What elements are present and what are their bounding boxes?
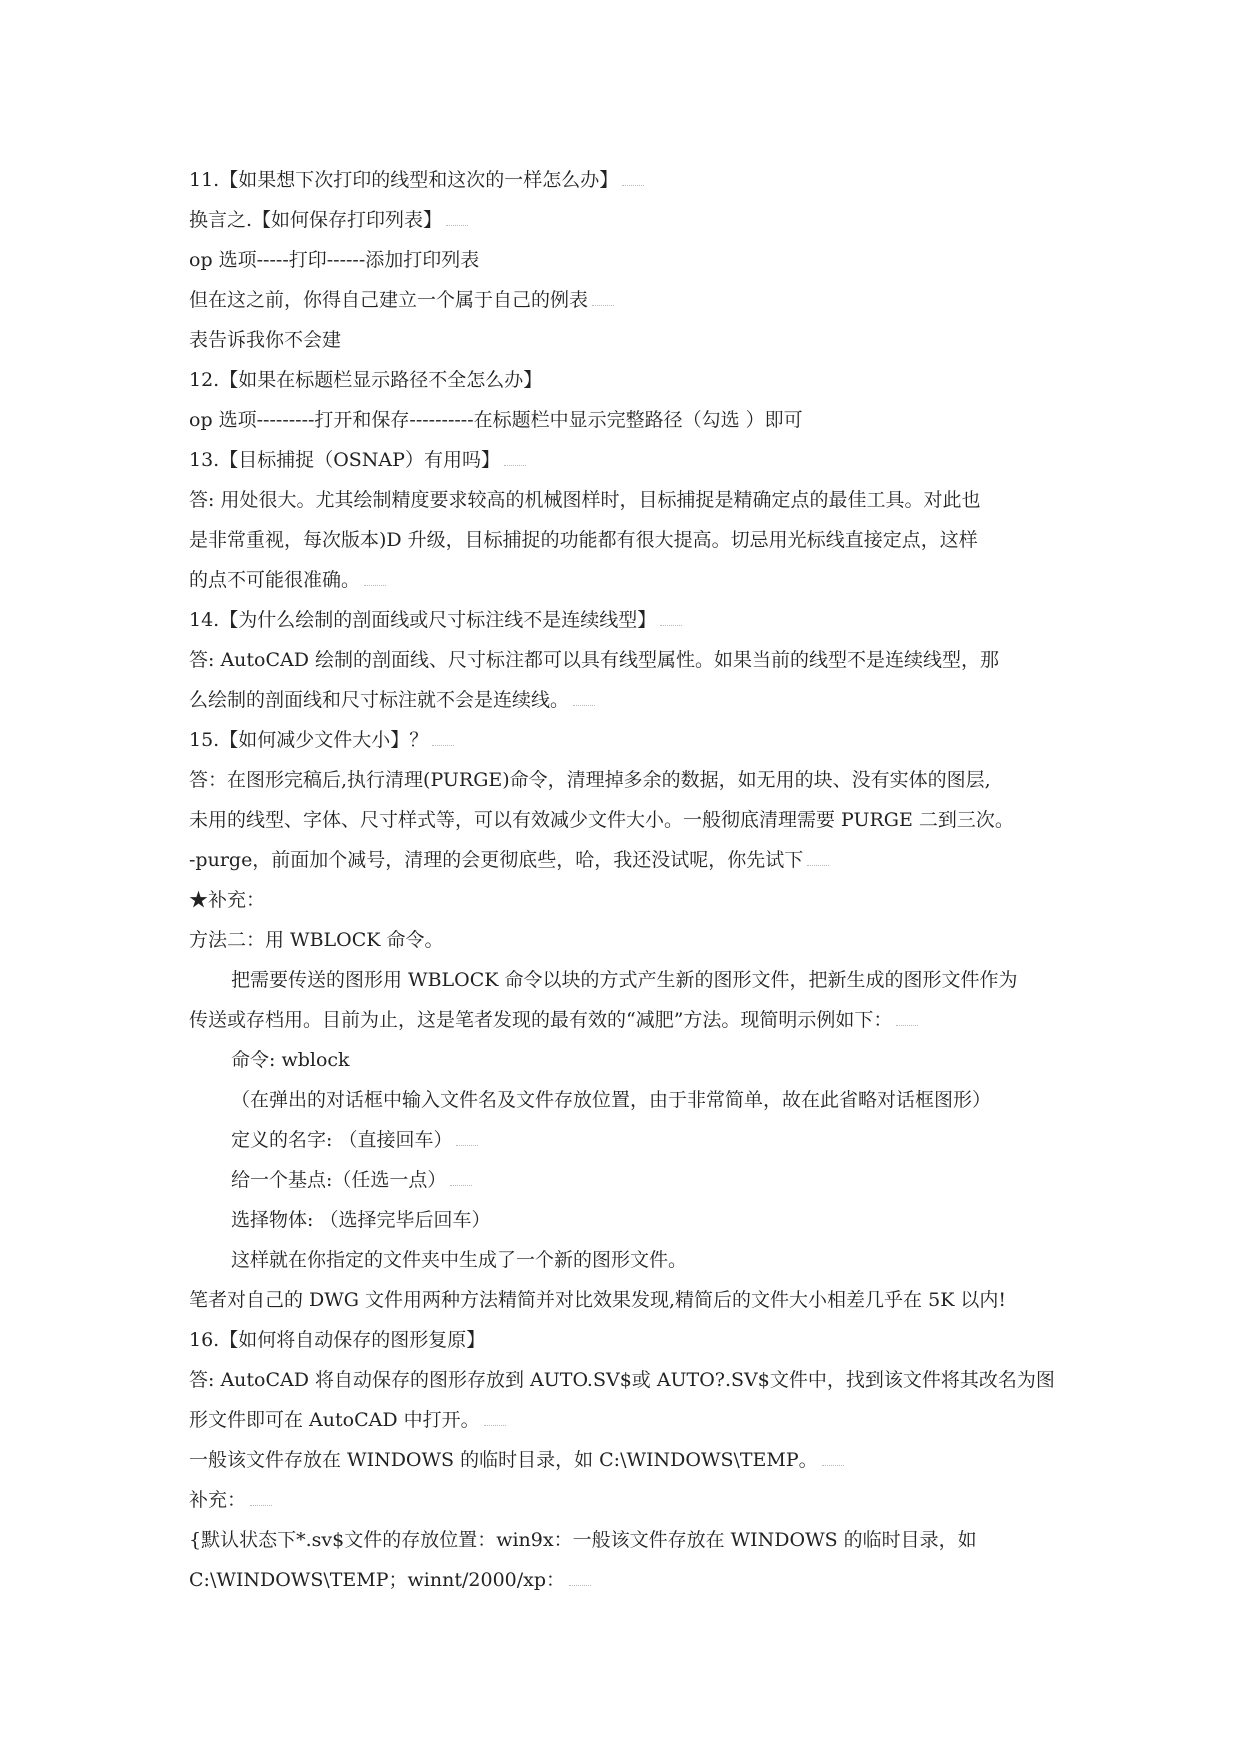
text-line	[189, 480, 1059, 520]
line-text: -purge，前面加个减号，清理的会更彻底些，哈，我还没试呢，你先试下	[189, 849, 804, 871]
line-text: op 选项-----打印------添加打印列表	[189, 249, 480, 271]
dotted-leader	[896, 1023, 918, 1026]
text-line	[189, 600, 1059, 640]
dotted-leader	[446, 223, 468, 226]
dotted-leader	[573, 703, 595, 706]
line-text: op 选项---------打开和保存----------在标题栏中显示完整路径（勾选 ）即可	[189, 409, 803, 431]
line-text: 16.【如何将自动保存的图形复原】	[189, 1329, 486, 1351]
line-text: 么绘制的剖面线和尺寸标注就不会是连续线。	[189, 689, 570, 711]
line-text: 15.【如何减少文件大小】？	[189, 729, 429, 751]
dotted-leader	[432, 743, 454, 746]
line-text: 答：在图形完稿后,执行清理(PURGE)命令，清理掉多余的数据，如无用的块、没有实体的图层,	[189, 769, 991, 791]
line-text: 未用的线型、字体、尺寸样式等，可以有效减少文件大小。一般彻底清理需要 PURGE 二到三次。	[189, 809, 1014, 831]
line-text: 形文件即可在 AutoCAD 中打开。	[189, 1409, 480, 1431]
text-line	[189, 1240, 1059, 1280]
text-line	[189, 1080, 1059, 1120]
dotted-leader	[250, 1503, 272, 1506]
text-line	[189, 640, 1059, 680]
line-text: 14.【为什么绘制的剖面线或尺寸标注线不是连续线型】	[189, 609, 657, 631]
text-line	[189, 1480, 1059, 1520]
text-line	[189, 400, 1059, 440]
line-text: 但在这之前，你得自己建立一个属于自己的例表	[189, 289, 589, 311]
text-line	[189, 1520, 1059, 1560]
dotted-leader	[660, 623, 682, 626]
text-line	[189, 360, 1059, 400]
line-text: ★补充：	[189, 889, 266, 911]
text-line	[189, 280, 1059, 320]
line-text: 11.【如果想下次打印的线型和这次的一样怎么办】	[189, 169, 619, 191]
line-text: {默认状态下*.sv$文件的存放位置：win9x：一般该文件存放在 WINDOWS 的临时目录，如	[189, 1529, 977, 1551]
dotted-leader	[456, 1143, 478, 1146]
line-text: 换言之.【如何保存打印列表】	[189, 209, 443, 231]
line-text: 12.【如果在标题栏显示路径不全怎么办】	[189, 369, 543, 391]
text-line	[189, 1040, 1059, 1080]
line-text: 是非常重视，每次版本)D 升级，目标捕捉的功能都有很大提高。切忌用光标线直接定点，这样	[189, 529, 978, 551]
text-line	[189, 1120, 1059, 1160]
dotted-leader	[504, 463, 526, 466]
text-line	[189, 1160, 1059, 1200]
line-text: 答: AutoCAD 将自动保存的图形存放到 AUTO.SV$或 AUTO?.SV$文件中，找到该文件将其改名为图	[189, 1369, 1055, 1391]
line-text: 选择物体: （选择完毕后回车）	[231, 1209, 491, 1231]
line-text: 笔者对自己的 DWG 文件用两种方法精简并对比效果发现,精简后的文件大小相差几乎在 5K 以内!	[189, 1289, 1007, 1311]
line-text: 命令: wblock	[231, 1049, 350, 1071]
text-line	[189, 1400, 1059, 1440]
line-text: 这样就在你指定的文件夹中生成了一个新的图形文件。	[231, 1249, 688, 1271]
line-text: 的点不可能很准确。	[189, 569, 361, 591]
text-line	[189, 680, 1059, 720]
line-text: 补充：	[189, 1489, 247, 1511]
dotted-leader	[569, 1583, 591, 1586]
text-line	[189, 1560, 1059, 1600]
text-line	[189, 760, 1059, 800]
line-text: 方法二：用 WBLOCK 命令。	[189, 929, 444, 951]
text-line	[189, 240, 1059, 280]
text-line	[189, 720, 1059, 760]
text-line	[189, 1000, 1059, 1040]
text-line	[189, 800, 1059, 840]
text-line	[189, 1440, 1059, 1480]
text-line	[189, 200, 1059, 240]
line-text: 表告诉我你不会建	[189, 329, 342, 351]
line-text: 答: AutoCAD 绘制的剖面线、尺寸标注都可以具有线型属性。如果当前的线型不是连续线型，那	[189, 649, 1000, 671]
text-line	[189, 560, 1059, 600]
dotted-leader	[484, 1423, 506, 1426]
document-body	[189, 160, 1059, 1600]
line-text: 定义的名字: （直接回车）	[231, 1129, 453, 1151]
text-line	[189, 520, 1059, 560]
text-line	[189, 1320, 1059, 1360]
text-line	[189, 160, 1059, 200]
text-line	[189, 840, 1059, 880]
line-text: C:\WINDOWS\TEMP；winnt/2000/xp：	[189, 1569, 566, 1591]
line-text: 一般该文件存放在 WINDOWS 的临时目录，如 C:\WINDOWS\TEMP。	[189, 1449, 818, 1471]
dotted-leader	[450, 1183, 472, 1186]
dotted-leader	[822, 1463, 844, 1466]
text-line	[189, 880, 1059, 920]
text-line	[189, 320, 1059, 360]
text-line	[189, 440, 1059, 480]
line-text: 13.【目标捕捉（OSNAP）有用吗】	[189, 449, 500, 471]
text-line	[189, 920, 1059, 960]
text-line	[189, 1360, 1059, 1400]
line-text: 答: 用处很大。尤其绘制精度要求较高的机械图样时，目标捕捉是精确定点的最佳工具。对此也	[189, 489, 981, 511]
line-text: 传送或存档用。目前为止，这是笔者发现的最有效的“减肥”方法。现简明示例如下：	[189, 1009, 893, 1031]
text-line	[189, 960, 1059, 1000]
line-text: 把需要传送的图形用 WBLOCK 命令以块的方式产生新的图形文件，把新生成的图形文件作为	[231, 969, 1018, 991]
dotted-leader	[807, 863, 829, 866]
dotted-leader	[592, 303, 614, 306]
text-line	[189, 1280, 1059, 1320]
text-line	[189, 1200, 1059, 1240]
dotted-leader	[364, 583, 386, 586]
line-text: （在弹出的对话框中输入文件名及文件存放位置，由于非常简单，故在此省略对话框图形）	[231, 1089, 992, 1111]
dotted-leader	[622, 183, 644, 186]
line-text: 给一个基点:（任选一点）	[231, 1169, 447, 1191]
